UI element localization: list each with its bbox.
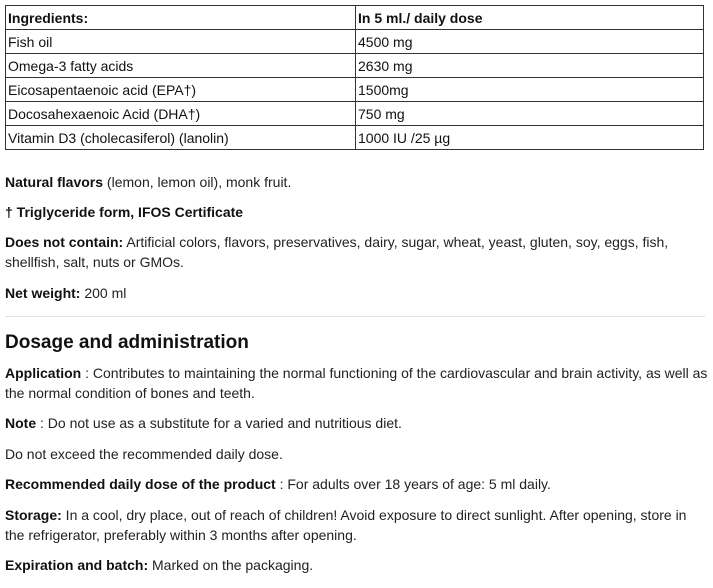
table-cell-ingredient: Vitamin D3 (cholecasiferol) (lanolin) — [6, 126, 356, 150]
table-cell-ingredient: Omega-3 fatty acids — [6, 54, 356, 78]
net-weight-paragraph — [5, 283, 708, 303]
natural-flavors-label: Natural flavors — [5, 174, 104, 190]
application-paragraph — [5, 363, 708, 403]
table-row — [6, 30, 704, 54]
table-row — [6, 54, 704, 78]
expiration-label: Expiration and batch: — [5, 557, 149, 573]
table-header-dose: In 5 ml./ daily dose — [356, 6, 704, 30]
ingredients-table — [5, 5, 704, 150]
table-cell-ingredient: Docosahexaenoic Acid (DHA†) — [6, 102, 356, 126]
recommended-dose-paragraph — [5, 474, 708, 494]
triglyceride-paragraph — [5, 202, 708, 222]
table-header-row — [6, 6, 704, 30]
exceed-text: Do not exceed the recommended daily dose. — [5, 446, 283, 462]
table-cell-dose: 1500mg — [356, 78, 704, 102]
note-paragraph — [5, 413, 708, 433]
section-divider — [5, 316, 705, 317]
table-cell-dose: 750 mg — [356, 102, 704, 126]
expiration-text: Marked on the packaging. — [148, 557, 314, 573]
recommended-dose-text: : For adults over 18 years of age: 5 ml daily. — [275, 476, 551, 492]
net-weight-label: Net weight: — [5, 285, 81, 301]
table-cell-dose: 1000 IU /25 µg — [356, 126, 704, 150]
net-weight-text: 200 ml — [80, 285, 127, 301]
table-cell-ingredient: Fish oil — [6, 30, 356, 54]
exceed-paragraph — [5, 444, 708, 464]
table-cell-dose: 2630 mg — [356, 54, 704, 78]
natural-flavors-text: (lemon, lemon oil), monk fruit. — [103, 174, 292, 190]
note-label: Note — [5, 415, 37, 431]
table-row — [6, 102, 704, 126]
does-not-contain-text: Artificial colors, flavors, preservatives, dairy, sugar, wheat, yeast, gluten, soy, eggs, fish, shellfish, salt, nuts or GMOs. — [5, 234, 669, 270]
triglyceride-text: † Triglyceride form, IFOS Certificate — [5, 204, 244, 220]
note-text: : Do not use as a substitute for a varied and nutritious diet. — [36, 415, 402, 431]
table-row — [6, 78, 704, 102]
table-row — [6, 126, 704, 150]
storage-text: In a cool, dry place, out of reach of children! Avoid exposure to direct sunlight. After opening, store in the refrigerator, preferably within 3 months after opening. — [5, 507, 687, 543]
natural-flavors-paragraph — [5, 172, 708, 192]
application-label: Application — [5, 365, 82, 381]
table-header-ingredients: Ingredients: — [6, 6, 356, 30]
does-not-contain-paragraph — [5, 232, 708, 272]
storage-paragraph — [5, 505, 708, 545]
application-text: : Contributes to maintaining the normal functioning of the cardiovascular and brain activity, as well as the normal condition of bones and teeth. — [5, 365, 708, 401]
expiration-paragraph — [5, 555, 708, 575]
does-not-contain-label: Does not contain: — [5, 234, 124, 250]
dosage-heading: Dosage and administration — [5, 332, 249, 353]
storage-label: Storage: — [5, 507, 62, 523]
table-cell-dose: 4500 mg — [356, 30, 704, 54]
recommended-dose-label: Recommended daily dose of the product — [5, 476, 276, 492]
table-cell-ingredient: Eicosapentaenoic acid (EPA†) — [6, 78, 356, 102]
